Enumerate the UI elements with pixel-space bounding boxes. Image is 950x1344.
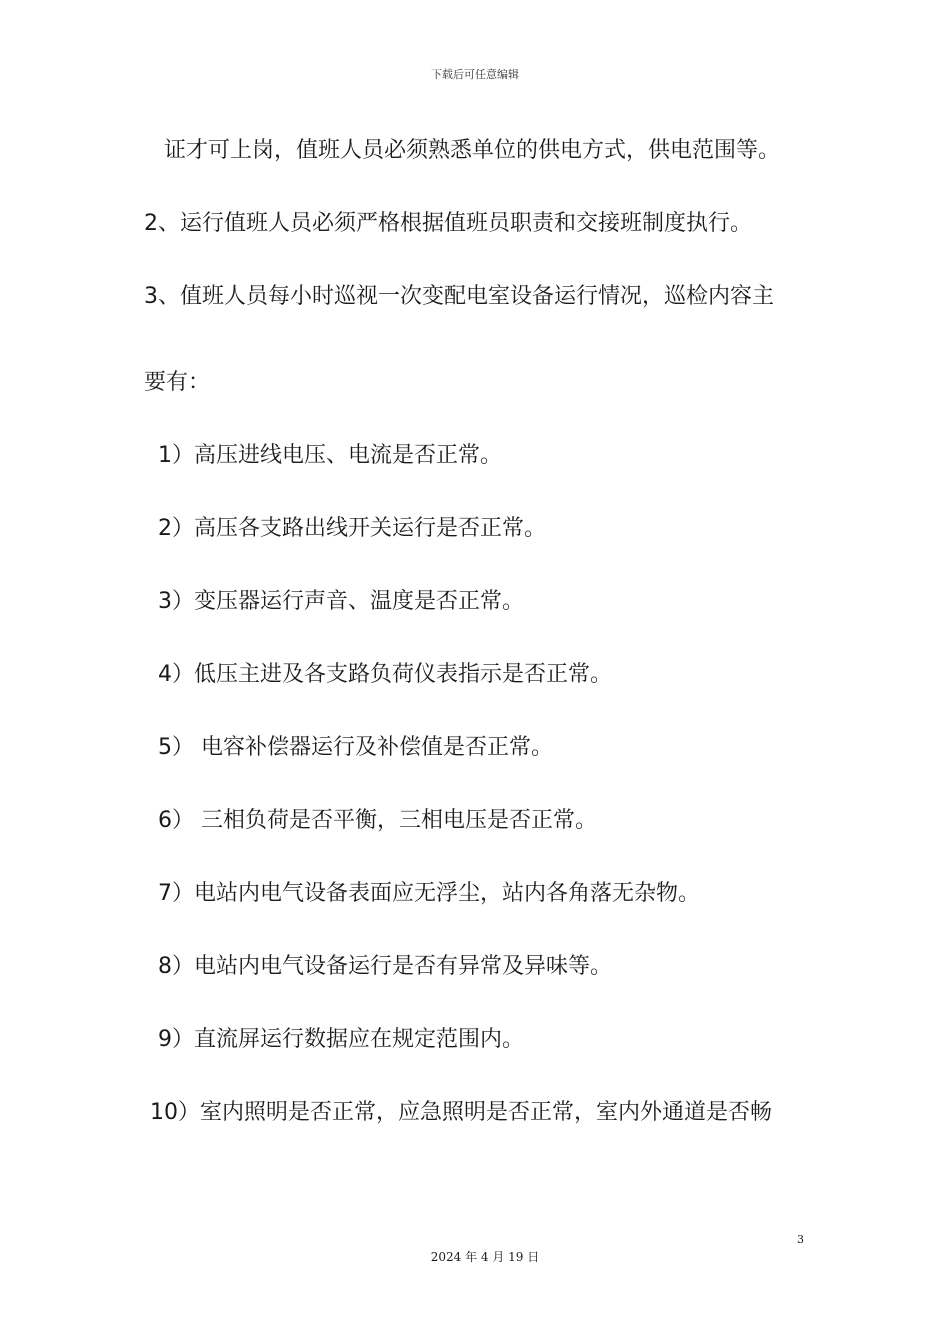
list-item-2: 2）高压各支路出线开关运行是否正常。	[158, 516, 546, 541]
footer-date: 2024 年 4 月 19 日	[430, 1250, 540, 1264]
list-item-3: 3）变压器运行声音、温度是否正常。	[158, 589, 524, 614]
list-item-6: 6） 三相负荷是否平衡，三相电压是否正常。	[158, 808, 597, 833]
list-item-9: 9）直流屏运行数据应在规定范围内。	[158, 1027, 524, 1052]
list-item-4: 4）低压主进及各支路负荷仪表指示是否正常。	[158, 662, 612, 687]
list-item-10: 10）室内照明是否正常，应急照明是否正常，室内外通道是否畅	[150, 1100, 772, 1125]
paragraph-line-2: 2、运行值班人员必须严格根据值班员职责和交接班制度执行。	[144, 211, 752, 236]
paragraph-line-4: 要有：	[144, 370, 211, 395]
paragraph-line-3: 3、值班人员每小时巡视一次变配电室设备运行情况，巡检内容主	[144, 284, 774, 309]
page-number: 3	[797, 1233, 804, 1246]
page-header-note: 下载后可任意编辑	[431, 68, 519, 81]
list-item-5: 5） 电容补偿器运行及补偿值是否正常。	[158, 735, 553, 760]
paragraph-line-1: 证才可上岗，值班人员必须熟悉单位的供电方式，供电范围等。	[164, 138, 781, 163]
list-item-8: 8）电站内电气设备运行是否有异常及异味等。	[158, 954, 612, 979]
list-item-7: 7）电站内电气设备表面应无浮尘，站内各角落无杂物。	[158, 881, 700, 906]
list-item-1: 1）高压进线电压、电流是否正常。	[158, 443, 502, 468]
